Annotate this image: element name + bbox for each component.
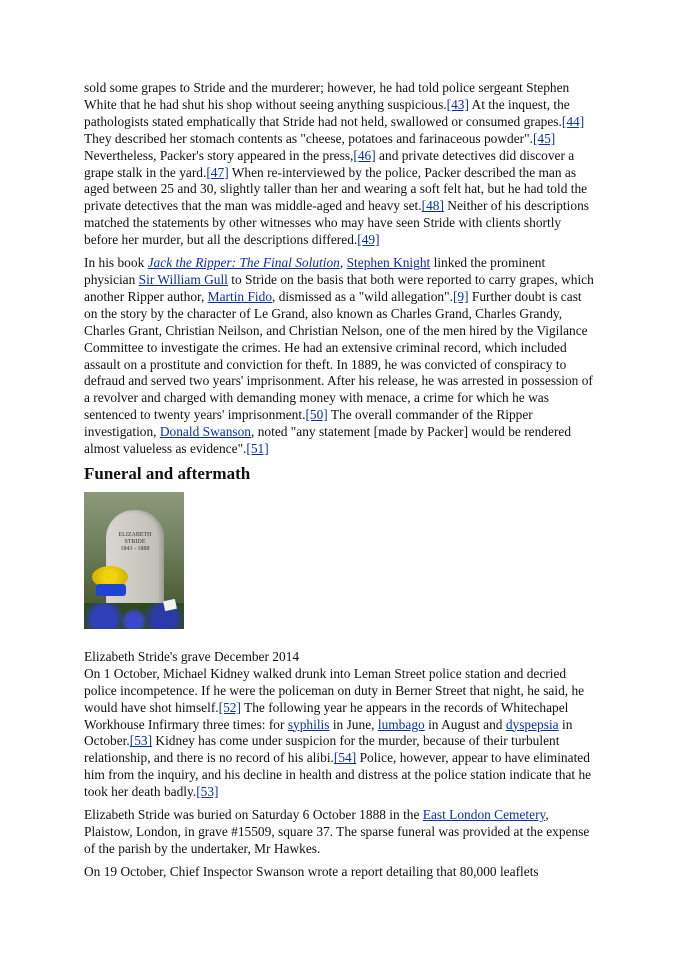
text: in August and <box>424 716 506 732</box>
paragraph-packer-grapes <box>84 80 596 249</box>
text: The following year he appears in the records of Whitechapel Workhouse Infirmary three times: for <box>84 699 569 732</box>
text: At the inquest, the pathologists stated emphatically that Stride had not held, swallowed or consumed grapes. <box>84 96 570 129</box>
text: in October. <box>84 716 573 749</box>
text: The overall commander of the Ripper investigation, <box>84 407 533 440</box>
inscription-line: ELIZABETH <box>118 531 152 538</box>
ref-43-link[interactable]: [43] <box>446 96 469 112</box>
text: They described her stomach contents as "cheese, potatoes and farinaceous powder". <box>84 130 533 146</box>
william-gull-link[interactable]: Sir William Gull <box>138 271 228 287</box>
text: to Stride on the basis that both were reported to carry grapes, which another Ripper author, <box>84 271 594 304</box>
ref-45-link[interactable]: [45] <box>532 130 556 146</box>
grave-photo[interactable] <box>84 492 184 629</box>
text: Nevertheless, Packer's story appeared in the press, <box>84 147 354 163</box>
text: linked the prominent physician <box>84 255 546 287</box>
text: In his book <box>84 255 148 271</box>
text: On 1 October, Michael Kidney walked drunk into Leman Street police station and decried police incompetence. If he were the policeman on duty in Berner Street that night, he said, he would have shot himself. <box>84 665 585 715</box>
image-caption: Elizabeth Stride's grave December 2014 <box>84 648 300 664</box>
text: , dismissed as a "wild allegation". <box>272 288 453 304</box>
text: , Plaistow, London, in grave #15509, square 37. The sparse funeral was provided at the expense of the parish by the undertaker, Mr Hawkes. <box>84 807 590 856</box>
text: On 19 October, Chief Inspector Swanson wrote a report detailing that 80,000 leaflets <box>84 863 539 879</box>
inscription-line: 1843 - 1888 <box>120 545 150 552</box>
ref-9-link[interactable]: [9] <box>452 288 469 304</box>
ref-46-link[interactable]: [46] <box>353 147 376 163</box>
ref-50-link[interactable]: [50] <box>305 407 328 423</box>
text: , <box>339 255 347 271</box>
stephen-knight-link[interactable]: Stephen Knight <box>346 255 431 271</box>
ref-48-link[interactable]: [48] <box>421 198 444 214</box>
paragraph-kidney <box>84 666 596 801</box>
paragraph-leaflets <box>84 864 596 881</box>
article-body <box>84 80 596 887</box>
ref-53-link[interactable]: [53] <box>129 733 153 749</box>
ref-53-link[interactable]: [53] <box>196 784 219 800</box>
paragraph-knight-gull <box>84 255 596 458</box>
text: , noted "any statement [made by Packer] would be rendered almost valueless as evidence". <box>84 424 572 457</box>
book-link[interactable]: Jack the Ripper: The Final Solution <box>147 255 340 271</box>
ref-49-link[interactable]: [49] <box>357 232 380 248</box>
dyspepsia-link[interactable]: dyspepsia <box>505 716 559 732</box>
text: Kidney has come under suspicion for the murder, because of their turbulent relationship, and there is no record of his alibi. <box>84 733 560 766</box>
text: sold some grapes to Stride and the murderer; however, he had told police sergeant Stephen White that he had shut his shop without seeing anything suspicious. <box>84 80 570 112</box>
text: Neither of his descriptions matched the statements by other witnesses who may have seen Stride with clients shortly before her murder, but all the descriptions differed. <box>84 198 589 248</box>
blue-ribbon <box>96 584 126 596</box>
syphilis-link[interactable]: syphilis <box>287 716 330 732</box>
donald-swanson-link[interactable]: Donald Swanson <box>159 424 252 440</box>
text: and private detectives did discover a grape stalk in the yard. <box>84 147 575 180</box>
text: Further doubt is cast on the story by the character of Le Grand, also known as Charles Grand, Charles Grandy, Charles Grant, Christian Neilson, and Christian Nelson, one of the men hired by the Vigilance Committee to investigate the crimes. He had an extensive criminal record, which included assault on a prostitute and conviction for theft. In 1889, he was convicted of conspiracy to defraud and served two years' imprisonment. After his release, he was arrested in possession of a revolver and charged with demanding money with menace, a crime for which he was sentenced to twenty years' imprisonment. <box>84 288 593 423</box>
lumbago-link[interactable]: lumbago <box>377 716 425 732</box>
martin-fido-link[interactable]: Martin Fido <box>207 288 273 304</box>
ref-52-link[interactable]: [52] <box>218 699 241 715</box>
paragraph-burial <box>84 807 596 858</box>
ref-47-link[interactable]: [47] <box>206 164 229 180</box>
section-heading: Funeral and aftermath <box>84 463 251 483</box>
text: in June, <box>329 716 378 732</box>
ref-54-link[interactable]: [54] <box>333 750 357 766</box>
east-london-cemetery-link[interactable]: East London Cemetery <box>422 807 546 823</box>
text: Elizabeth Stride was buried on Saturday 6 October 1888 in the <box>84 807 423 823</box>
ref-44-link[interactable]: [44] <box>561 113 585 129</box>
text: When re-interviewed by the police, Packer described the man as aged between 25 and 30, slightly taller than her and wearing a soft felt hat, but he had told the private detectives that the man was middle-aged and heavy set. <box>84 164 588 214</box>
text: Police, however, appear to have eliminated him from the inquiry, and his decline in health and distress at the police station indicate that he took her death badly. <box>84 750 592 800</box>
inscription-line: STRIDE <box>124 538 146 545</box>
headstone-inscription <box>106 532 164 553</box>
ref-51-link[interactable]: [51] <box>246 441 269 457</box>
